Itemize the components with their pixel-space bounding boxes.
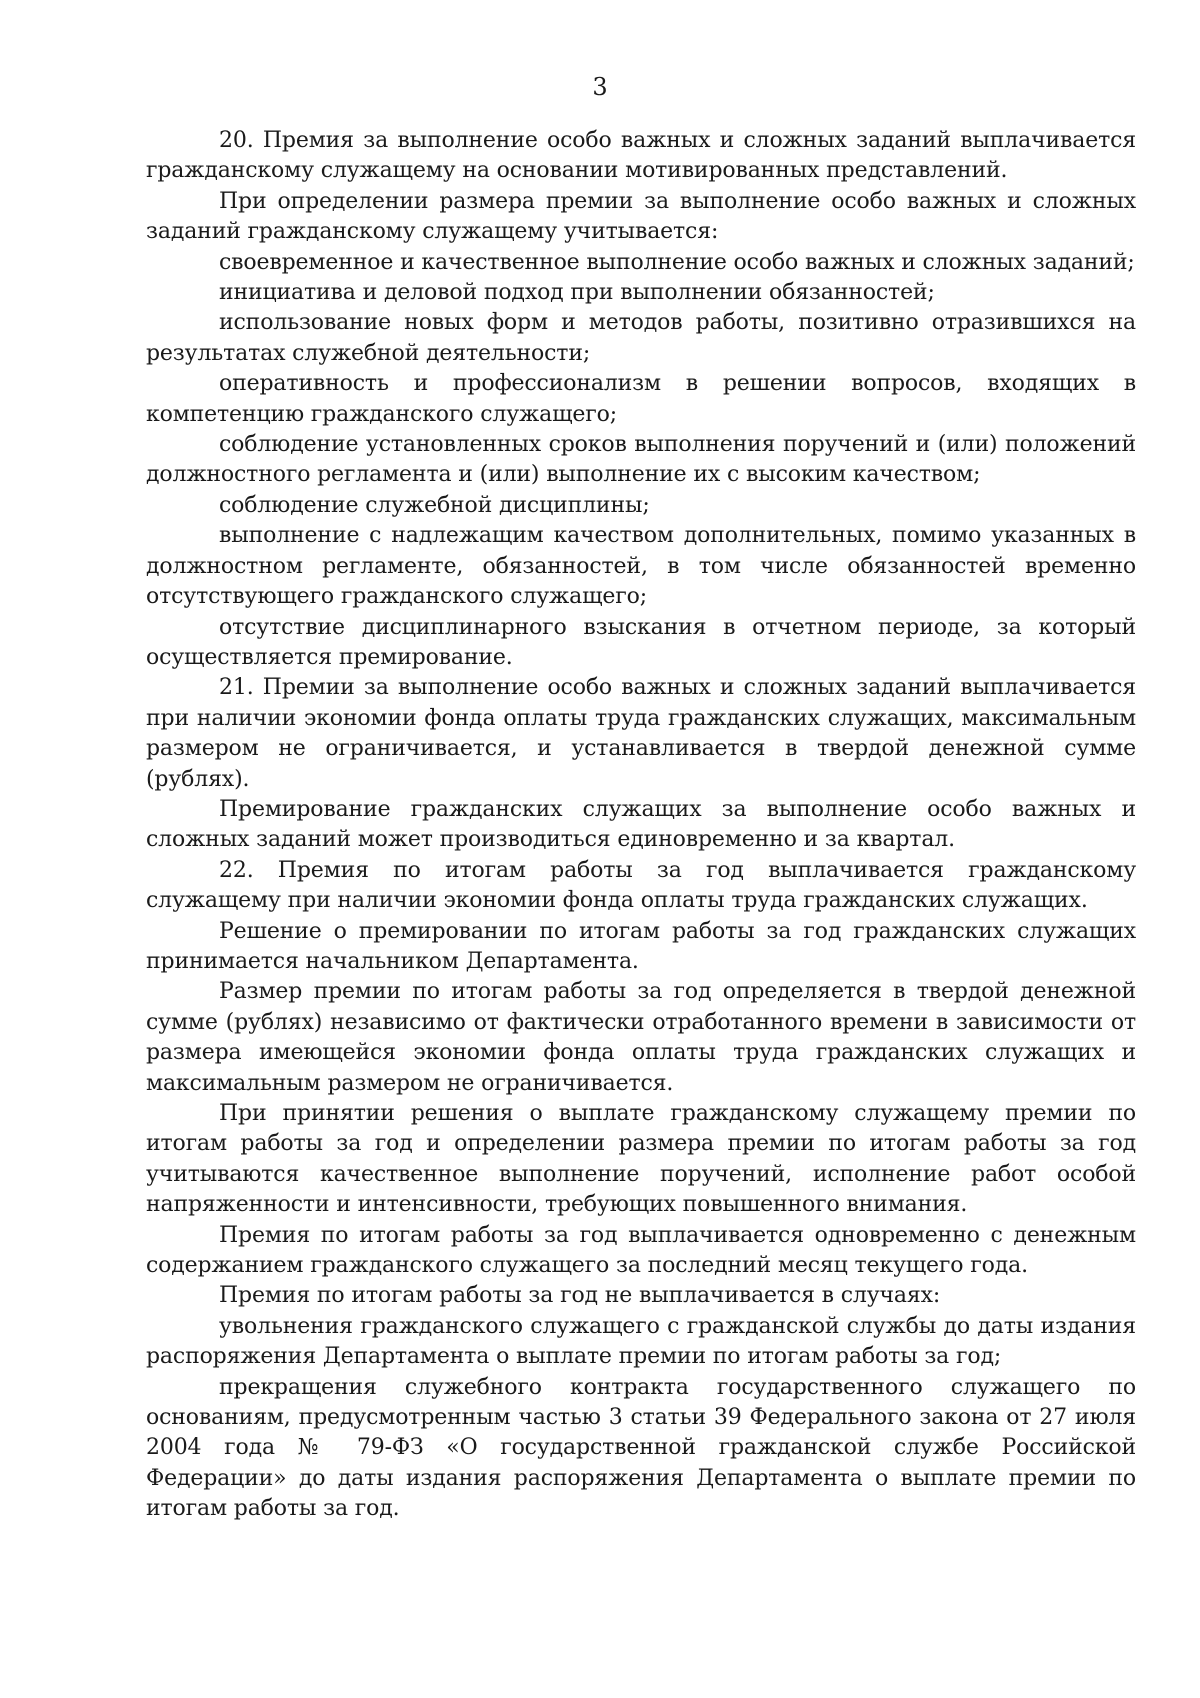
paragraph: Решение о премировании по итогам работы за год гражданских служащих принимается начальником Департамента. <box>146 918 1136 974</box>
list-item: соблюдение установленных сроков выполнения поручений и (или) положений должностного регламента и (или) выполнение их с высоким качеством; <box>146 432 1136 488</box>
page-number: 3 <box>592 73 608 101</box>
paragraph: Премирование гражданских служащих за выполнение особо важных и сложных заданий может производиться единовременно и за квартал. <box>146 796 1136 853</box>
list-item: увольнения гражданского служащего с гражданской службы до даты издания распоряжения Департамента о выплате премии по итогам работы за год; <box>146 1313 1136 1370</box>
paragraph: Размер премии по итогам работы за год определяется в твердой денежной сумме (рублях) независимо от фактически отработанного времени в зависимости от размера имеющейся экономии фонда оплаты труда гражданских служащих и максимальным размером не ограничивается. <box>146 979 1136 1096</box>
list-item: прекращения служебного контракта государственного служащего по основаниям, предусмотренным частью 3 статьи 39 Федерального закона от 27 июля 2004 года № 79-ФЗ «О государственной гражданской службе Российской Федерации» до даты издания распоряжения Департамента о выплате премии по итогам работы за год. <box>146 1374 1136 1522</box>
paragraph: Премия по итогам работы за год выплачивается одновременно с денежным содержанием гражданского служащего за последний месяц текущего года. <box>146 1222 1136 1279</box>
list-item: выполнение с надлежащим качеством дополнительных, помимо указанных в должностном регламенте, обязанностей, в том числе обязанностей временно отсутствующего гражданского служащего; <box>146 523 1136 610</box>
list-item: использование новых форм и методов работы, позитивно отразившихся на результатах служебной деятельности; <box>146 310 1136 366</box>
document-body <box>146 126 1136 1525</box>
list-item: оперативность и профессионализм в решении вопросов, входящих в компетенцию гражданского служащего; <box>146 371 1136 427</box>
paragraph: Премия по итогам работы за год не выплачивается в случаях: <box>219 1283 941 1309</box>
paragraph-22: 22. Премия по итогам работы за год выплачивается гражданскому служащему при наличии экономии фонда оплаты труда гражданских служащих. <box>146 857 1136 914</box>
paragraph-21: 21. Премии за выполнение особо важных и сложных заданий выплачивается при наличии экономии фонда оплаты труда гражданских служащих, максимальным размером не ограничивается, и устанавливается в твердой денежной сумме (рублях). <box>146 675 1136 792</box>
paragraph: При принятии решения о выплате гражданскому служащему премии по итогам работы за год и определении размера премии по итогам работы за год учитываются качественное выполнение поручений, исполнение работ особой напряженности и интенсивности, требующих повышенного внимания. <box>146 1101 1136 1218</box>
list-item: соблюдение служебной дисциплины; <box>219 492 650 518</box>
list-item: отсутствие дисциплинарного взыскания в отчетном периоде, за который осуществляется премирование. <box>146 614 1136 670</box>
list-item: своевременное и качественное выполнение особо важных и сложных заданий; <box>219 249 1135 275</box>
paragraph: При определении размера премии за выполнение особо важных и сложных заданий гражданскому служащему учитывается: <box>146 188 1136 245</box>
paragraph-20: 20. Премия за выполнение особо важных и сложных заданий выплачивается гражданскому служащему на основании мотивированных представлений. <box>146 128 1136 184</box>
list-item: инициатива и деловой подход при выполнении обязанностей; <box>219 280 935 306</box>
